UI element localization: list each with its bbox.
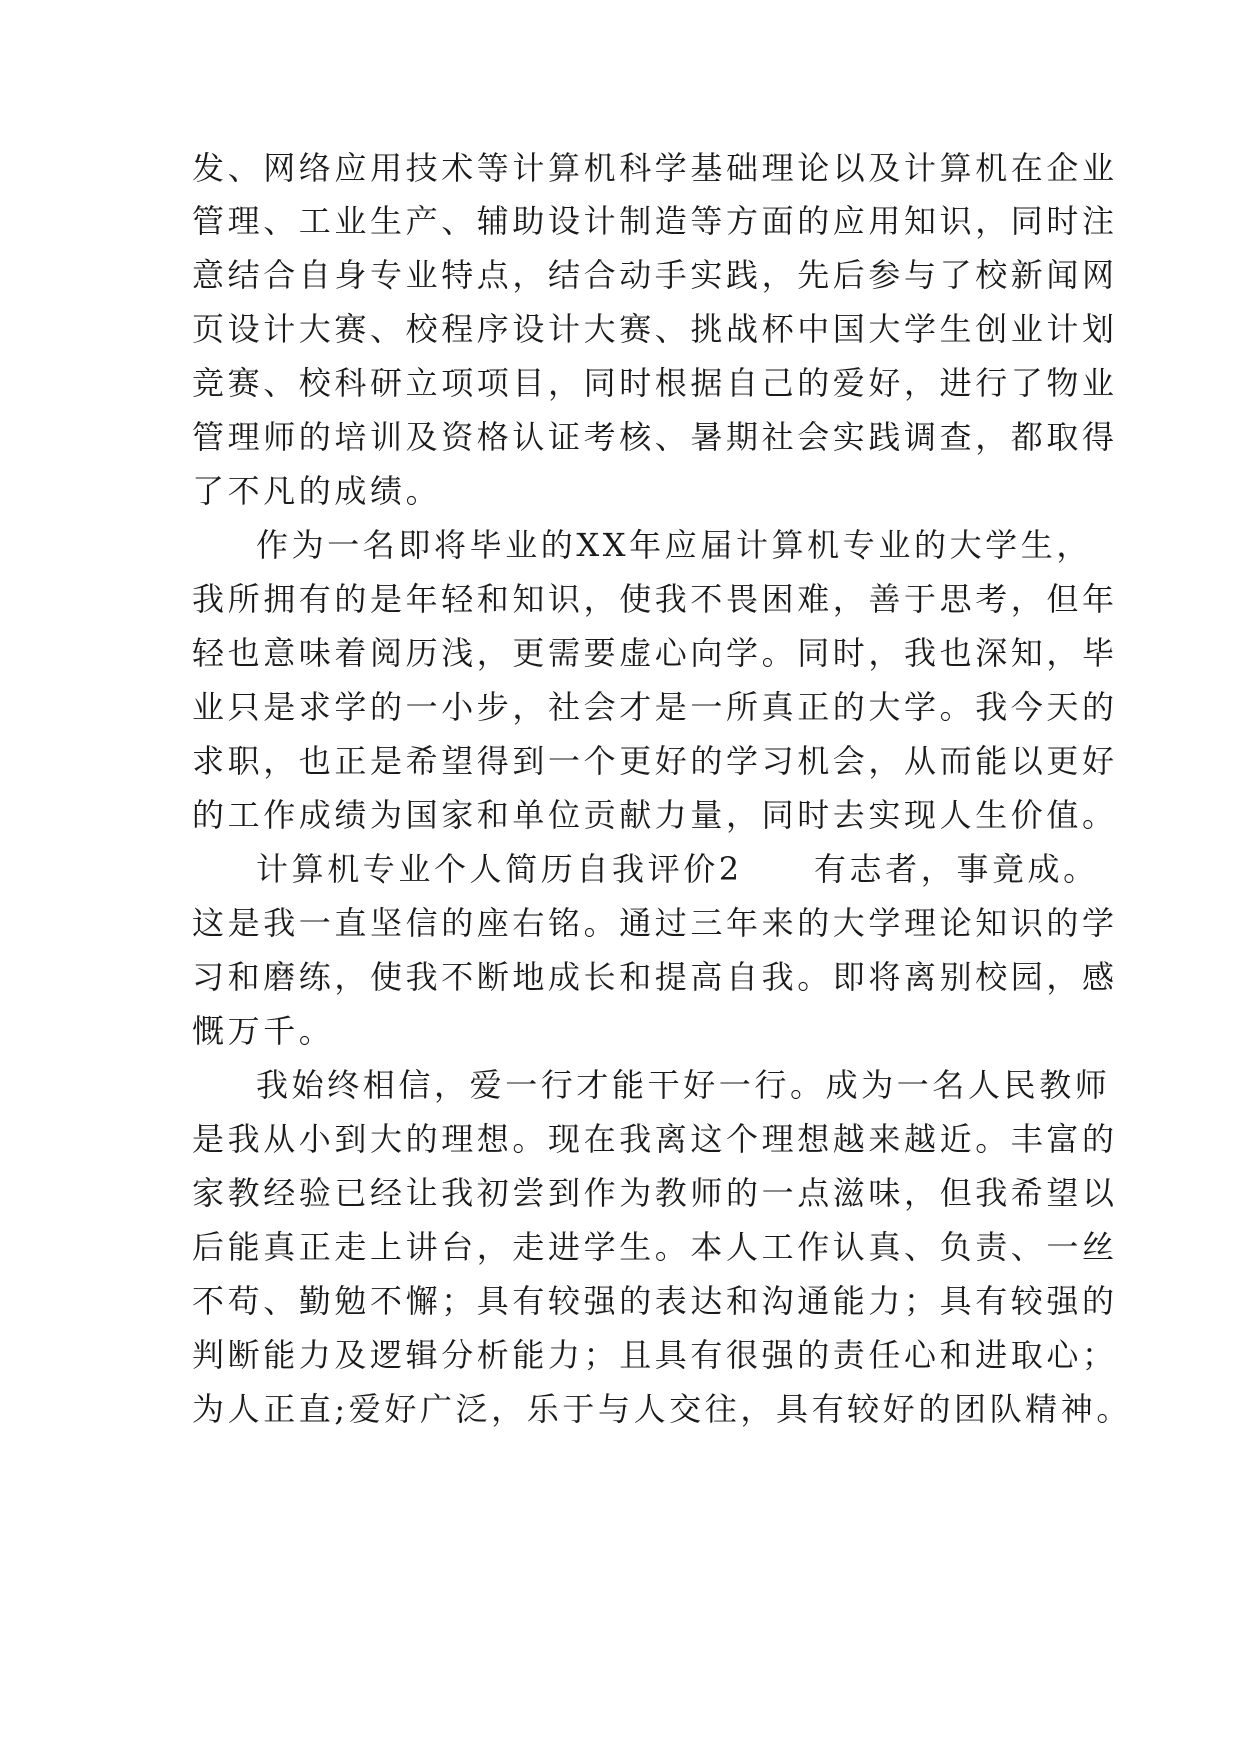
text-line: 慨万千。 [192,1012,335,1050]
text-line: 这是我一直坚信的座右铭。通过三年来的大学理论知识的学 [192,904,1118,942]
text-line: 为人正直;爱好广泛，乐于与人交往，具有较好的团队精神。 [192,1390,1132,1428]
text-line: 竞赛、校科研立项项目，同时根据自己的爱好，进行了物业 [192,364,1118,402]
text-line: 页设计大赛、校程序设计大赛、挑战杯中国大学生创业计划 [192,310,1118,348]
text-line: 作为一名即将毕业的XX年应届计算机专业的大学生， [256,526,1092,564]
text-line: 计算机专业个人简历自我评价2 有志者，事竟成。 [256,850,1099,888]
text-line: 管理、工业生产、辅助设计制造等方面的应用知识，同时注 [192,202,1118,240]
text-line: 意结合自身专业特点，结合动手实践，先后参与了校新闻网 [192,256,1118,294]
text-line: 我所拥有的是年轻和知识，使我不畏困难，善于思考，但年 [192,580,1118,618]
text-line: 是我从小到大的理想。现在我离这个理想越来越近。丰富的 [192,1120,1118,1158]
text-line: 家教经验已经让我初尝到作为教师的一点滋味，但我希望以 [192,1174,1118,1212]
text-line: 管理师的培训及资格认证考核、暑期社会实践调查，都取得 [192,418,1118,456]
text-line: 判断能力及逻辑分析能力；且具有很强的责任心和进取心； [192,1336,1118,1374]
text-line: 后能真正走上讲台，走进学生。本人工作认真、负责、一丝 [192,1228,1118,1266]
text-line: 轻也意味着阅历浅，更需要虚心向学。同时，我也深知，毕 [192,634,1118,672]
text-line: 业只是求学的一小步，社会才是一所真正的大学。我今天的 [192,688,1118,726]
text-line: 我始终相信，爱一行才能干好一行。成为一名人民教师 [256,1066,1111,1104]
text-line: 求职，也正是希望得到一个更好的学习机会，从而能以更好 [192,742,1118,780]
text-line: 了不凡的成绩。 [192,472,442,510]
text-line: 发、网络应用技术等计算机科学基础理论以及计算机在企业 [192,149,1118,187]
text-line: 不苟、勤勉不懈；具有较强的表达和沟通能力；具有较强的 [192,1282,1118,1320]
text-line: 的工作成绩为国家和单位贡献力量，同时去实现人生价值。 [192,796,1118,834]
text-line: 习和磨练，使我不断地成长和提高自我。即将离别校园，感 [192,958,1118,996]
